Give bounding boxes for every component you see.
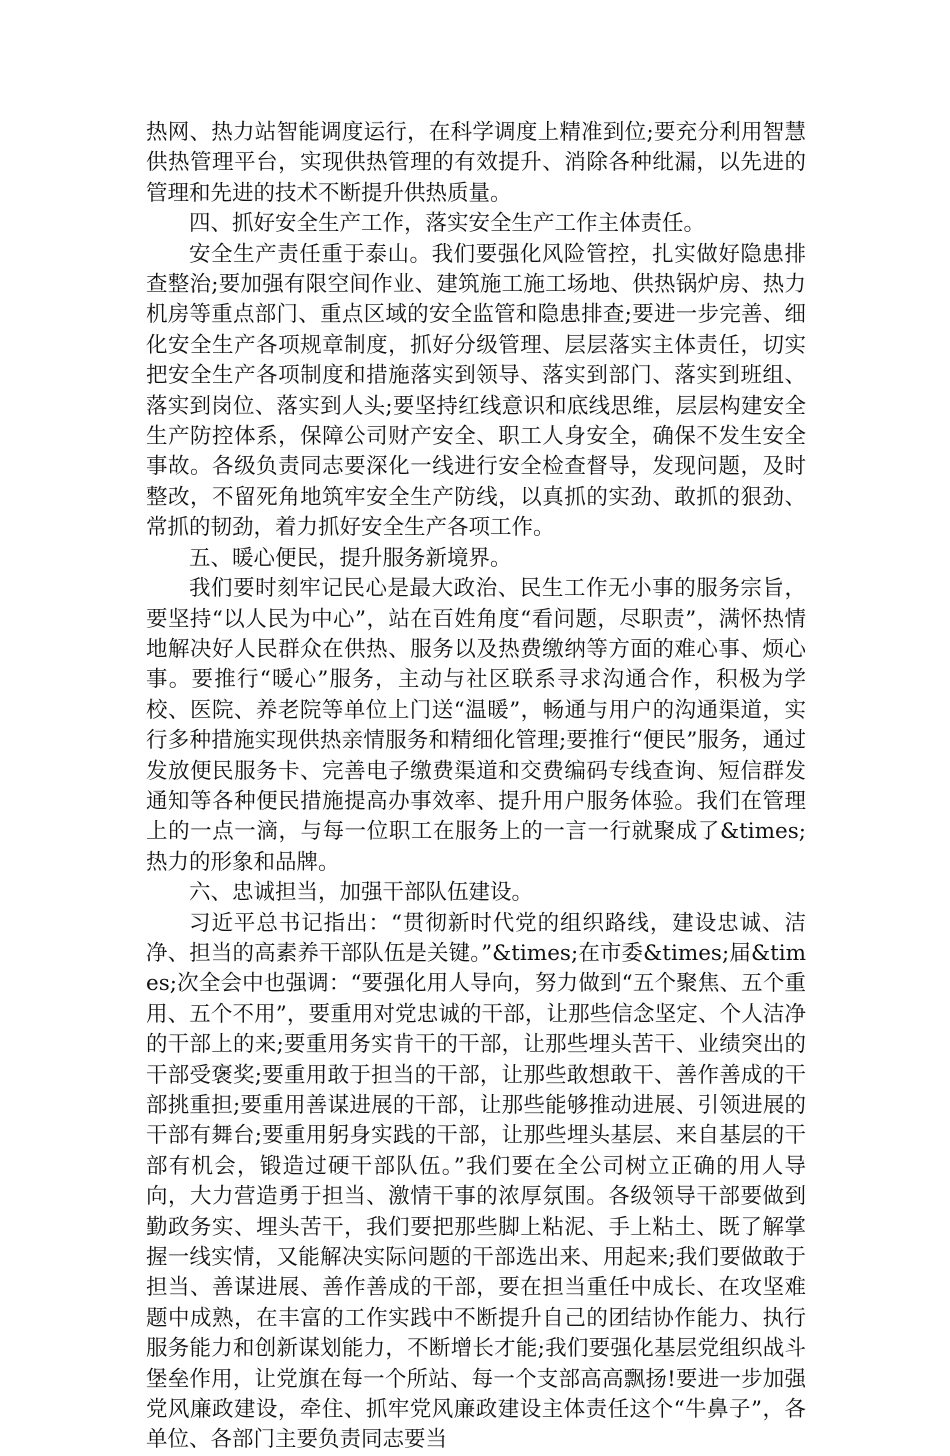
document-body (146, 118, 806, 1456)
paragraph-safety-production: 安全生产责任重于泰山。我们要强化风险管控，扎实做好隐患排查整治;要加强有限空间作业、建筑施工施工场地、供热锅炉房、热力机房等重点部门、重点区域的安全监管和隐患排查;要进一步完善、细化安全生产各项规章制度，抓好分级管理、层层落实主体责任，切实把安全生产各项制度和措施落实到领导、落实到部门、落实到班组、落实到岗位、落实到人头;要坚持红线意识和底线思维，层层构建安全生产防控体系，保障公司财产安全、职工人身安全，确保不发生安全事故。各级负责同志要深化一线进行安全检查督导，发现问题，及时整改，不留死角地筑牢安全生产防线，以真抓的实劲、敢抓的狠劲、常抓的韧劲，着力抓好安全生产各项工作。 (146, 241, 806, 541)
paragraph-heat-network-dispatch: 热网、热力站智能调度运行，在科学调度上精准到位;要充分利用智慧供热管理平台，实现供热管理的有效提升、消除各种纰漏，以先进的管理和先进的技术不断提升供热质量。 (146, 120, 806, 206)
heading-safety-production: 四、抓好安全生产工作，落实安全生产工作主体责任。 (189, 211, 706, 237)
paragraph-warm-service: 我们要时刻牢记民心是最大政治、民生工作无小事的服务宗旨，要坚持“以人民为中心”，站在百姓角度“看问题，尽职责”，满怀热情地解决好人民群众在供热、服务以及热费缴纳等方面的难心事、烦心事。要推行“暖心”服务，主动与社区联系寻求沟通合作，积极为学校、医院、养老院等单位上门送“温暖”，畅通与用户的沟通渠道，实行多种措施实现供热亲情服务和精细化管理;要推行“便民”服务，通过发放便民服务卡、完善电子缴费渠道和交费编码专线查询、短信群发通知等各种便民措施提高办事效率、提升用户服务体验。我们在管理上的一点一滴，与每一位职工在服务上的一言一行就聚成了&times;热力的形象和品牌。 (146, 576, 806, 875)
heading-cadre-team: 六、忠诚担当，加强干部队伍建设。 (189, 880, 534, 906)
heading-warm-service: 五、暖心便民，提升服务新境界。 (189, 545, 512, 571)
paragraph-cadre-team: 习近平总书记指出：“贯彻新时代党的组织路线，建设忠诚、洁净、担当的高素养干部队伍是关键。”&times;在市委&times;届&times;次全会中也强调：“要强化用人导向，努力做到“五个聚焦、五个重用、五个不用”，要重用对党忠诚的干部，让那些信念坚定、个人洁净的干部上的来;要重用务实肯干的干部，让那些埋头苦干、业绩突出的干部受褒奖;要重用敢于担当的干部，让那些敢想敢干、善作善成的干部挑重担;要重用善谋进展的干部，让那些能够推动进展、引领进展的干部有舞台;要重用躬身实践的干部，让那些埋头基层、来自基层的干部有机会，锻造过硬干部队伍。”我们要在全公司树立正确的用人导向，大力营造勇于担当、激情干事的浓厚氛围。各级领导干部要做到勤政务实、埋头苦干，我们要把那些脚上粘泥、手上粘土、既了解掌握一线实情，又能解决实际问题的干部选出来、用起来;我们要做敢于担当、善谋进展、善作善成的干部，要在担当重任中成长、在攻坚难题中成熟，在丰富的工作实践中不断提升自己的团结协作能力、执行服务能力和创新谋划能力，不断增长才能;我们要强化基层党组织战斗堡垒作用，让党旗在每一个所站、每一个支部高高飘扬!要进一步加强党风廉政建设，牵住、抓牢党风廉政建设主体责任这个“牛鼻子”，各单位、各部门主要负责同志要当 (146, 910, 806, 1453)
